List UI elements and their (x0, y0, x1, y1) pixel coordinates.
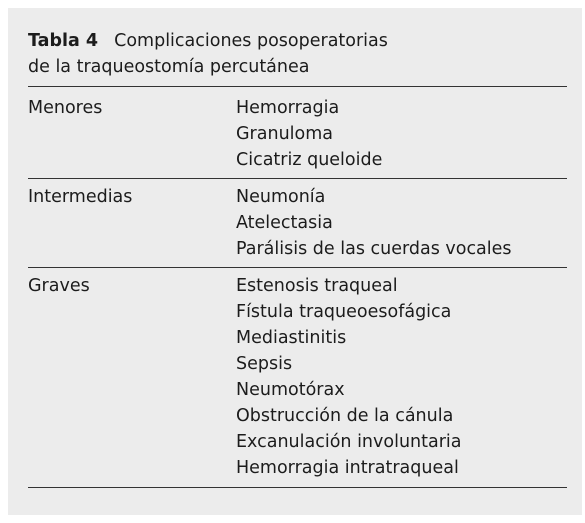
list-item: Obstrucción de la cánula (236, 406, 454, 426)
table-title-line-1: Complicaciones posoperatorias (114, 31, 388, 51)
list-item: Parálisis de las cuerdas vocales (236, 239, 512, 259)
group-divider (28, 267, 567, 268)
list-item: Excanulación involuntaria (236, 432, 462, 452)
list-item: Estenosis traqueal (236, 276, 398, 296)
group-items-list (236, 184, 512, 262)
list-item: Hemorragia intratraqueal (236, 458, 459, 478)
list-item: Atelectasia (236, 213, 333, 233)
list-item: Cicatriz queloide (236, 150, 383, 170)
group-items-list (236, 95, 382, 173)
list-item: Granuloma (236, 124, 334, 144)
group-items-list (236, 273, 462, 481)
list-item: Neumonía (236, 187, 326, 207)
list-item: Neumotórax (236, 380, 345, 400)
list-item: Sepsis (236, 354, 293, 374)
list-item: Mediastinitis (236, 328, 347, 348)
group-label: Graves (28, 276, 90, 296)
list-item: Hemorragia (236, 98, 340, 118)
table-label: Tabla 4 (28, 31, 99, 51)
list-item: Fístula traqueoesofágica (236, 302, 452, 322)
table-caption (28, 28, 568, 80)
header-rule (28, 86, 567, 87)
group-label: Menores (28, 98, 103, 118)
table-title-line-2: de la traqueostomía percutánea (28, 57, 310, 77)
table-panel (8, 8, 582, 515)
group-divider (28, 178, 567, 179)
group-label: Intermedias (28, 187, 133, 207)
bottom-rule (28, 487, 567, 488)
caption-line-1 (28, 28, 568, 54)
